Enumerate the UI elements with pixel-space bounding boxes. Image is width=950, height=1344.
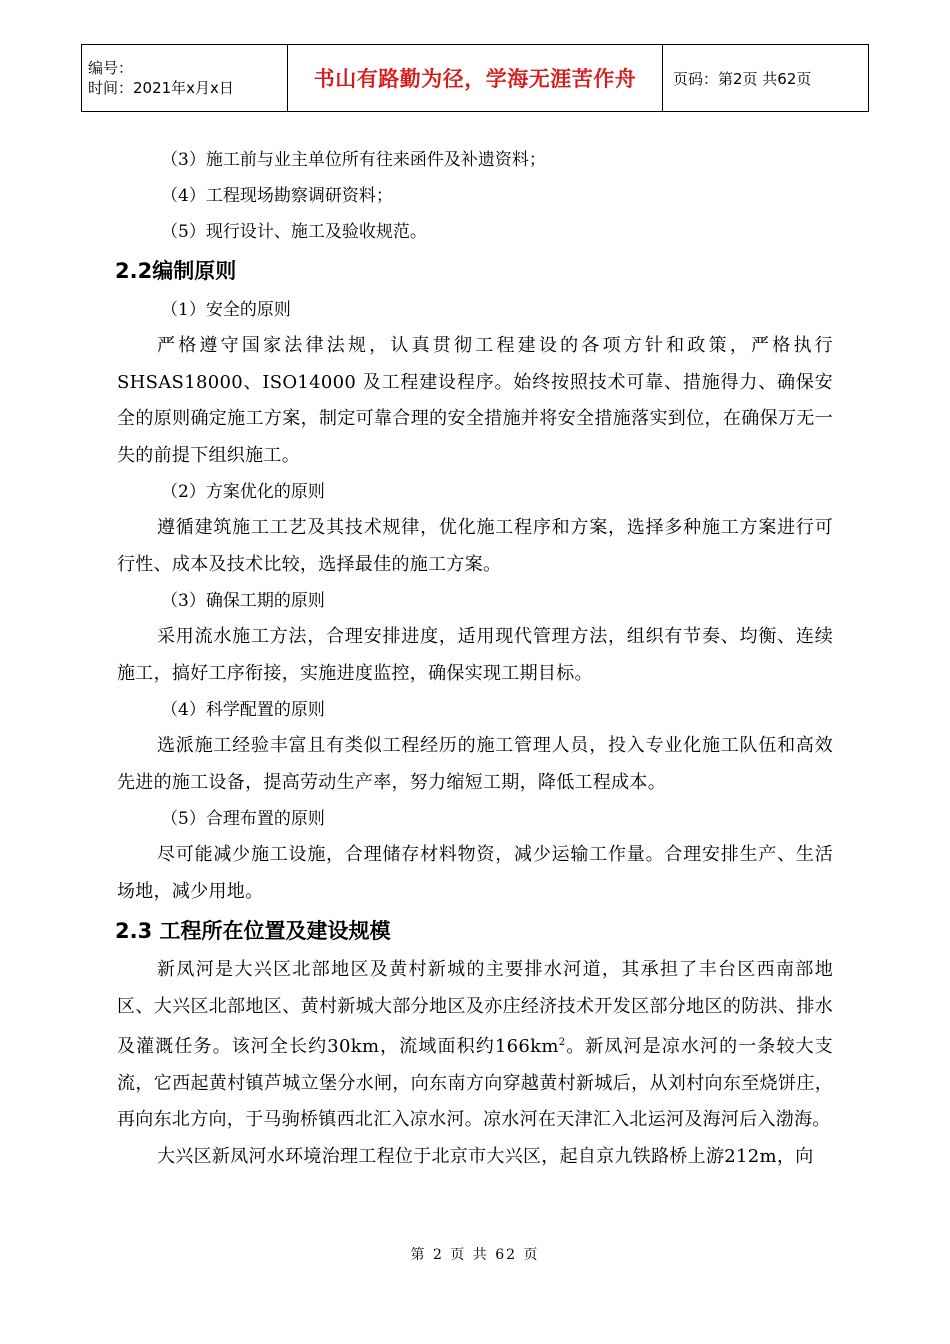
location-text-b: 。新凤河是凉水河的一条较大支流，它西起黄村镇芦城立堡分水闸，向东南方向穿越黄村新城后，从刘村向东至烧饼庄，再向东北方向，于马驹桥镇西北汇入凉水河。凉水河在天津汇入北运河及海河后入渤海。 xyxy=(117,1036,833,1130)
list-item: （5）现行设计、施工及验收规范。 xyxy=(161,222,427,242)
principle-body: 遵循建筑施工工艺及其技术规律，优化施工程序和方案，选择多种施工方案进行可行性、成本及技术比较，选择最佳的施工方案。 xyxy=(117,517,833,575)
principle-title: （1）安全的原则 xyxy=(161,300,291,320)
principle-body: 尽可能减少施工设施，合理储存材料物资，减少运输工作量。合理安排生产、生活场地，减少用地。 xyxy=(117,844,833,902)
section-heading-2-2: 2.2编制原则 xyxy=(115,259,237,283)
location-text-a: 新凤河是大兴区北部地区及黄村新城的主要排水河道，其承担了丰台区西南部地区、大兴区北部地区、黄村新城大部分地区及亦庄经济技术开发区部分地区的防洪、排水及灌溉任务。该河全长约30km，流域面积约166km xyxy=(117,959,833,1057)
principle-title: （5）合理布置的原则 xyxy=(161,809,325,829)
page-footer: 第 2 页 共 62 页 xyxy=(410,1247,540,1263)
header-meta xyxy=(82,45,288,112)
principle-title: （2）方案优化的原则 xyxy=(161,482,325,502)
principle-title: （4）科学配置的原则 xyxy=(161,700,325,720)
list-item: （3）施工前与业主单位所有往来函件及补遗资料； xyxy=(161,150,546,170)
header-motto: 书山有路勤为径，学海无涯苦作舟 xyxy=(288,45,663,112)
area-unit-exponent: 2 xyxy=(558,1037,566,1048)
document-number-label: 编号： xyxy=(88,59,134,77)
document-time-label: 时间：2021年x月x日 xyxy=(88,79,234,97)
list-item: （4）工程现场勘察调研资料； xyxy=(161,186,393,206)
principle-body: 采用流水施工方法，合理安排进度，适用现代管理方法，组织有节奏、均衡、连续施工，搞好工序衔接，实施进度监控，确保实现工期目标。 xyxy=(117,626,833,684)
document-body xyxy=(117,142,833,1175)
header-page-info: 页码：第2页 共62页 xyxy=(663,45,869,112)
principle-body: 选派施工经验丰富且有类似工程经历的施工管理人员，投入专业化施工队伍和高效先进的施工设备，提高劳动生产率，努力缩短工期，降低工程成本。 xyxy=(117,735,833,793)
principle-title: （3）确保工期的原则 xyxy=(161,591,325,611)
section-heading-2-3: 2.3 工程所在位置及建设规模 xyxy=(115,919,391,943)
location-paragraph xyxy=(117,952,833,1139)
project-paragraph: 大兴区新凤河水环境治理工程位于北京市大兴区，起自京九铁路桥上游212m，向 xyxy=(157,1145,814,1167)
document-header xyxy=(81,44,869,112)
principle-body: 严格遵守国家法律法规，认真贯彻工程建设的各项方针和政策，严格执行SHSAS18000、ISO14000 及工程建设程序。始终按照技术可靠、措施得力、确保安全的原则确定施工方案，制定可靠合理的安全措施并将安全措施落实到位，在确保万无一失的前提下组织施工。 xyxy=(117,335,833,466)
